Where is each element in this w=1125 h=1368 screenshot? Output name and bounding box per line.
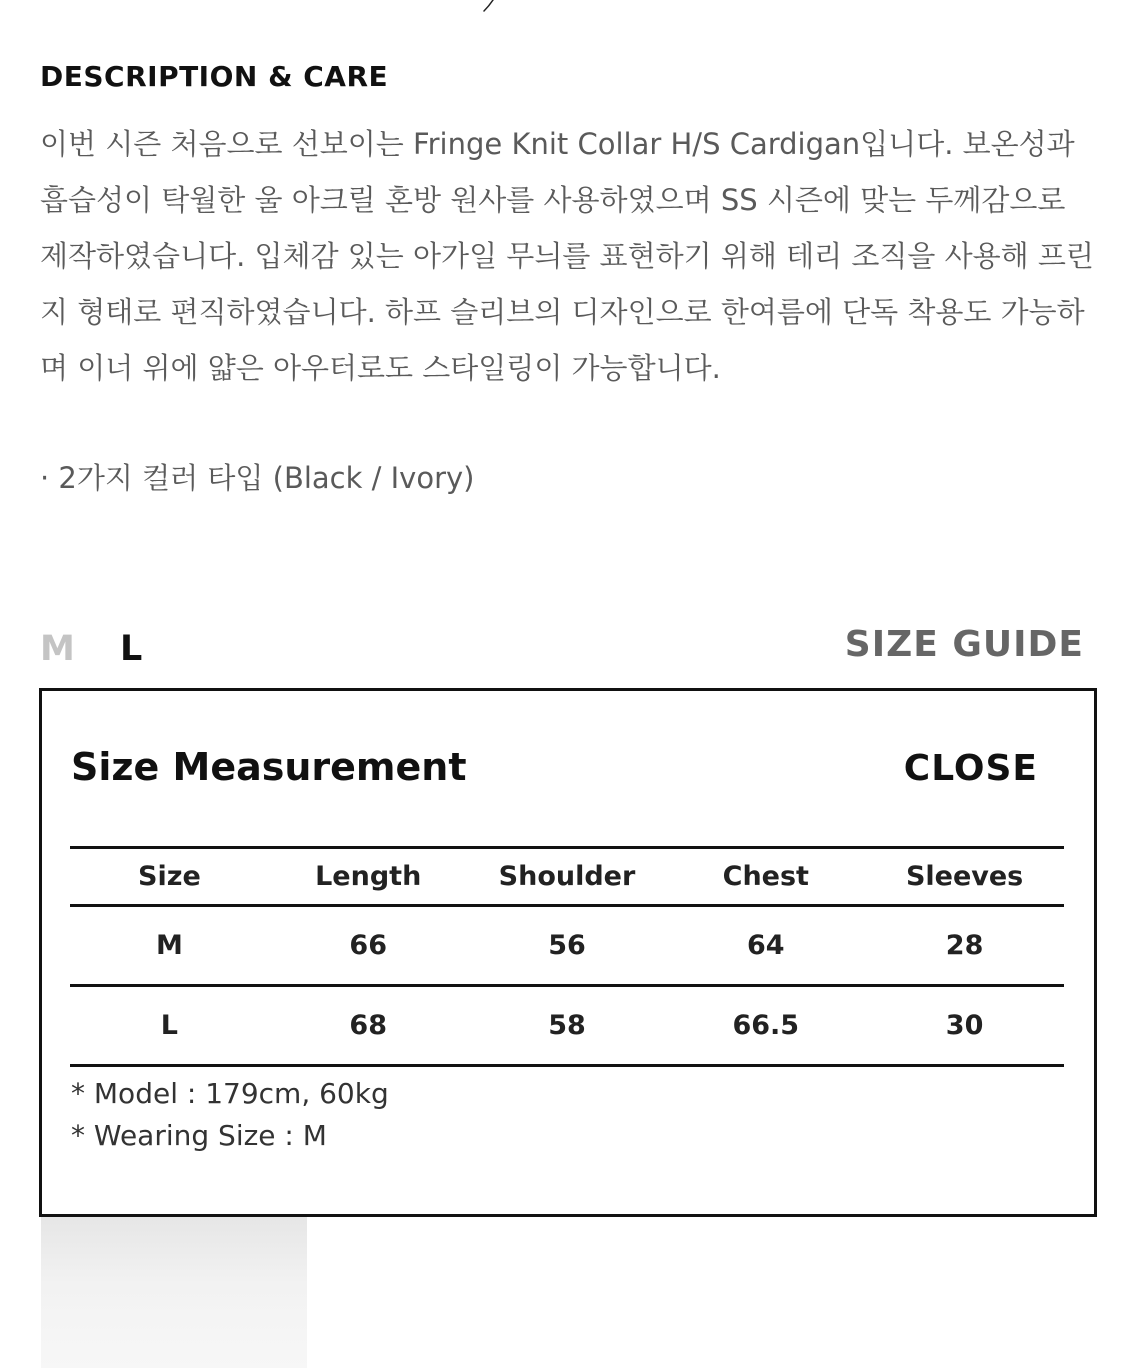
close-button[interactable]: CLOSE [903,748,1038,789]
size-guide-link[interactable]: SIZE GUIDE [844,624,1084,665]
table-row [70,986,1064,1066]
table-cell-length: 68 [269,986,468,1066]
product-description [40,116,1094,396]
size-measurement-title: Size Measurement [71,745,467,789]
table-cell-size: M [70,906,269,986]
description-care-heading: DESCRIPTION & CARE [40,60,389,93]
description-line: 지 형태로 편직하였습니다. 하프 슬리브의 디자인으로 한여름에 단독 착용도 가능하 [40,295,1085,329]
product-thumbnail[interactable] [41,1217,307,1368]
table-cell-size: L [70,986,269,1066]
table-cell-shoulder: 58 [468,986,667,1066]
size-measurement-panel [39,688,1097,1217]
description-line: 흡습성이 탁월한 울 아크릴 혼방 원사를 사용하였으며 SS 시즌에 맞는 두께감으로 [40,183,1066,217]
column-header-size: Size [70,848,269,906]
table-row [70,906,1064,986]
column-header-shoulder: Shoulder [468,848,667,906]
column-header-sleeves: Sleeves [865,848,1064,906]
table-header-row [70,848,1064,906]
wearing-size-note: * Wearing Size : M [71,1119,327,1152]
description-line: 제작하였습니다. 입체감 있는 아가일 무늬를 표현하기 위해 테리 조직을 사용해 프린 [40,239,1094,273]
table-cell-chest: 66.5 [666,986,865,1066]
description-line: 이번 시즌 처음으로 선보이는 Fringe Knit Collar H/S Cardigan입니다. 보온성과 [40,127,1075,161]
table-cell-shoulder: 56 [468,906,667,986]
size-tabs [40,626,142,672]
model-info-note: * Model : 179cm, 60kg [71,1077,389,1110]
column-header-chest: Chest [666,848,865,906]
model-notes [71,1073,389,1157]
table-cell-sleeves: 30 [865,986,1064,1066]
size-tab-l[interactable]: L [120,629,143,669]
description-line: 며 이너 위에 얇은 아우터로도 스타일링이 가능합니다. [40,351,721,385]
column-header-length: Length [269,848,468,906]
top-decorative-stroke [478,0,496,12]
table-cell-sleeves: 28 [865,906,1064,986]
color-options-note: · 2가지 컬러 타입 (Black / Ivory) [40,461,475,495]
table-cell-chest: 64 [666,906,865,986]
size-table [70,846,1064,1067]
size-tab-m[interactable]: M [40,629,75,669]
table-cell-length: 66 [269,906,468,986]
